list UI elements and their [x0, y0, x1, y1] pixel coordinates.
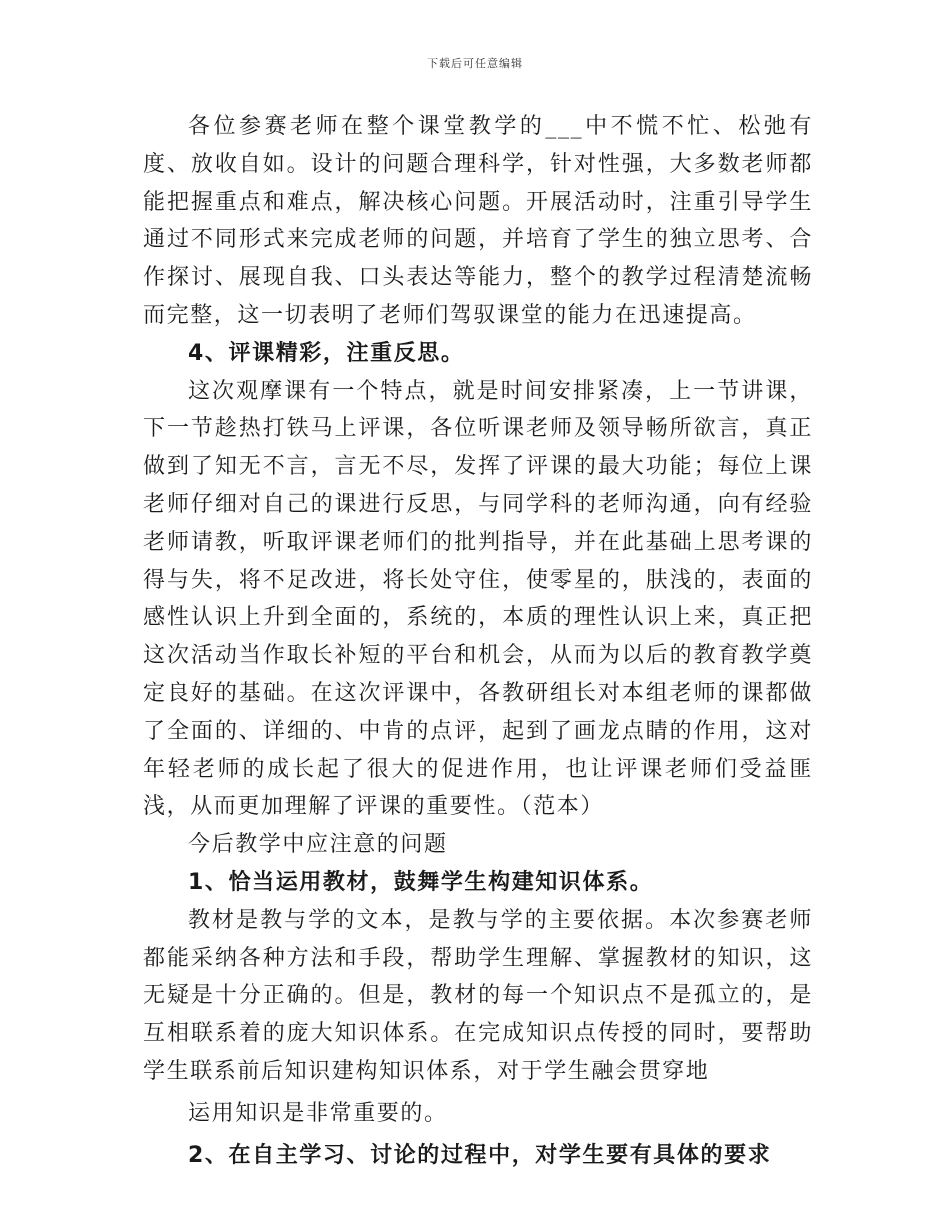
heading-self-study: 2、在自主学习、讨论的过程中，对学生要有具体的要求 [188, 1142, 772, 1168]
heading-use-textbook: 1、恰当运用教材，鼓舞学生构建知识体系。 [188, 869, 654, 895]
heading-evaluation: 4、评课精彩，注重反思。 [188, 340, 465, 366]
paragraph-apply-knowledge: 运用知识是非常重要的。 [188, 1100, 448, 1126]
paragraph-textbook: 教材是教与学的文本，是教与学的主要依据。本次参赛老师都能采纳各种方法和手段，帮助学生理解、掌握教材的知识，这无疑是十分正确的。但是，教材的每一个知识点不是孤立的，是互相联系着的庞大知识体系。在完成知识点传授的同时，要帮助学生联系前后知识建构知识体系，对于学生融会贯穿地 [143, 907, 813, 1084]
paragraph-classroom-control: 各位参赛老师在整个课堂教学的___中不慌不忙、松弛有度、放收自如。设计的问题合理科学，针对性强，大多数老师都能把握重点和难点，解决核心问题。开展活动时，注重引导学生通过不同形式来完成老师的问题，并培育了学生的独立思考、合作探讨、展现自我、口头表达等能力，整个的教学过程清楚流畅而完整，这一切表明了老师们驾驭课堂的能力在迅速提高。 [143, 114, 813, 328]
paragraph-evaluation: 这次观摩课有一个特点，就是时间安排紧凑，上一节讲课，下一节趁热打铁马上评课，各位听课老师及领导畅所欲言，真正做到了知无不言，言无不尽，发挥了评课的最大功能；每位上课老师仔细对自己的课进行反思，与同学科的老师沟通，向有经验老师请教，听取评课老师们的批判指导，并在此基础上思考课的得与失，将不足改进，将长处守住，使零星的，肤浅的，表面的感性认识上升到全面的，系统的，本质的理性认识上来，真正把这次活动当作取长补短的平台和机会，从而为以后的教育教学奠定良好的基础。在这次评课中，各教研组长对本组老师的课都做了全面的、详细的、中肯的点评，起到了画龙点睛的作用，这对年轻老师的成长起了很大的促进作用，也让评课老师们受益匪浅，从而更加理解了评课的重要性。（范本） [143, 378, 813, 820]
document-body [143, 108, 813, 1174]
page-header: 下载后可任意编辑 [427, 57, 523, 70]
section-title-future-issues: 今后教学中应注意的问题 [188, 832, 448, 858]
